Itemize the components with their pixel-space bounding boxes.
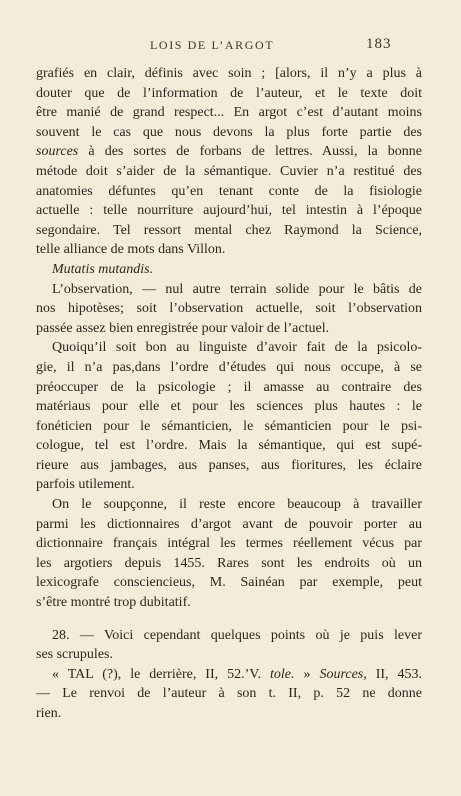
text-segment: métode doit s’aider de la sémantique. Cuvier n’a restitué des	[36, 163, 422, 179]
text-segment: lexicografe consciencieus, M. Sainéan par exemple, peut	[36, 575, 422, 591]
text-segment: — Le renvoi de l’auteur à son t. II, p. 52 ne donne	[36, 686, 422, 702]
text-segment: actuelle : telle nourriture aujourd’hui, tel intestin à l’époque	[36, 203, 422, 219]
italic-text: Mutatis mutandis.	[52, 261, 154, 277]
text-line	[36, 475, 422, 495]
text-line	[36, 84, 422, 104]
page-number: 183	[366, 36, 392, 52]
text-line	[36, 162, 422, 182]
text-line	[36, 260, 422, 280]
text-segment: parmi les dictionnaires d’argot avant de pouvoir porter au	[36, 516, 422, 532]
text-line	[36, 378, 422, 398]
running-header	[0, 36, 461, 56]
italic-text: Sources,	[319, 666, 367, 682]
text-segment: à des sortes de forbans de lettres. Aussi, la bonne	[78, 144, 422, 160]
running-title: LOIS DE L’ARGOT	[150, 38, 275, 52]
text-segment: grafiés en clair, définis avec soin ; [alors, il n’y a plus à	[36, 66, 422, 81]
text-segment: rien.	[36, 706, 62, 721]
text-line	[36, 645, 422, 665]
text-segment: »	[294, 666, 320, 682]
text-line	[36, 338, 422, 358]
text-line	[36, 299, 422, 319]
text-line	[36, 280, 422, 300]
text-line	[36, 684, 422, 704]
text-line	[36, 593, 422, 613]
text-segment: nos hipotèses; soit l’observation actuelle, soit l’observation	[36, 301, 422, 317]
text-segment: douter que de l’information de l’auteur, et le texte doit	[36, 85, 422, 101]
text-line	[36, 515, 422, 535]
text-segment: préoccuper de la psicologie ; il amasse au contraire des	[36, 379, 422, 395]
italic-text: sources	[36, 144, 79, 160]
text-segment: s’être montré trop dubitatif.	[36, 595, 191, 611]
italic-text: tole.	[270, 666, 295, 682]
text-segment: L’observation, — nul autre terrain solide pour le bâtis de	[52, 281, 422, 297]
text-line	[36, 103, 422, 123]
text-line	[36, 456, 422, 476]
text-segment: gie, il n’a pas,dans l’ordre d’études qui nous occupe, à se	[36, 359, 422, 375]
text-segment: dictionnaire français intégral les termes réellement vécus par	[36, 536, 422, 552]
text-line	[36, 358, 422, 378]
text-line	[36, 182, 422, 202]
text-line	[36, 142, 422, 162]
text-segment: les argotiers depuis 1455. Rares sont les endroits où un	[36, 555, 422, 571]
text-segment: rieure aus jambages, aus panses, aus fioritures, les éclaire	[36, 457, 422, 473]
text-line	[36, 495, 422, 515]
text-line	[36, 554, 422, 574]
text-segment: souvent le cas que nous devons la plus forte partie des	[36, 124, 422, 140]
text-segment: anatomies défuntes qu’en tenant conte de la fisiologie	[36, 183, 422, 199]
text-line	[36, 201, 422, 221]
text-line	[36, 221, 422, 241]
text-segment: fonéticien pour le sémanticien, le sémanticien pour le psi-	[36, 418, 422, 434]
text-line	[36, 573, 422, 593]
text-line	[36, 704, 422, 724]
text-line	[36, 436, 422, 456]
text-segment: On le soupçonne, il reste encore beaucoup à travailler	[52, 497, 422, 513]
text-segment: parfois utilement.	[36, 477, 135, 493]
text-line	[36, 534, 422, 554]
text-segment: matériaus pour elle et pour les sciences plus hautes : le	[36, 399, 422, 415]
text-line	[36, 626, 422, 646]
text-segment: Quoiqu’il soit bon au linguiste d’avoir fait de la psicolo-	[52, 340, 422, 356]
text-segment: 28. — Voici cependant quelques points où je puis lever	[52, 627, 422, 643]
text-segment: II, 453.	[366, 666, 423, 682]
text-segment: être manié de grand respect... En argot c’est d’autant moins	[36, 105, 422, 121]
text-segment: « TAL (?), le derrière, II, 52.’V.	[52, 666, 271, 682]
text-line	[36, 397, 422, 417]
body-text	[36, 64, 422, 724]
text-line	[36, 417, 422, 437]
text-segment: ses scrupules.	[36, 647, 113, 663]
text-segment: passée assez bien enregistrée pour valoir de l’actuel.	[36, 320, 330, 336]
text-line	[36, 123, 422, 143]
text-line	[36, 665, 422, 685]
text-line	[36, 240, 422, 260]
text-segment: telle alliance de mots dans Villon.	[36, 242, 226, 258]
text-line	[36, 64, 422, 84]
text-line	[36, 319, 422, 339]
text-segment: segondaire. Tel ressort mental chez Raymond la Science,	[36, 222, 422, 238]
text-segment: cologue, tel est l’ordre. Mais la sémantique, qui est supé-	[36, 438, 422, 454]
